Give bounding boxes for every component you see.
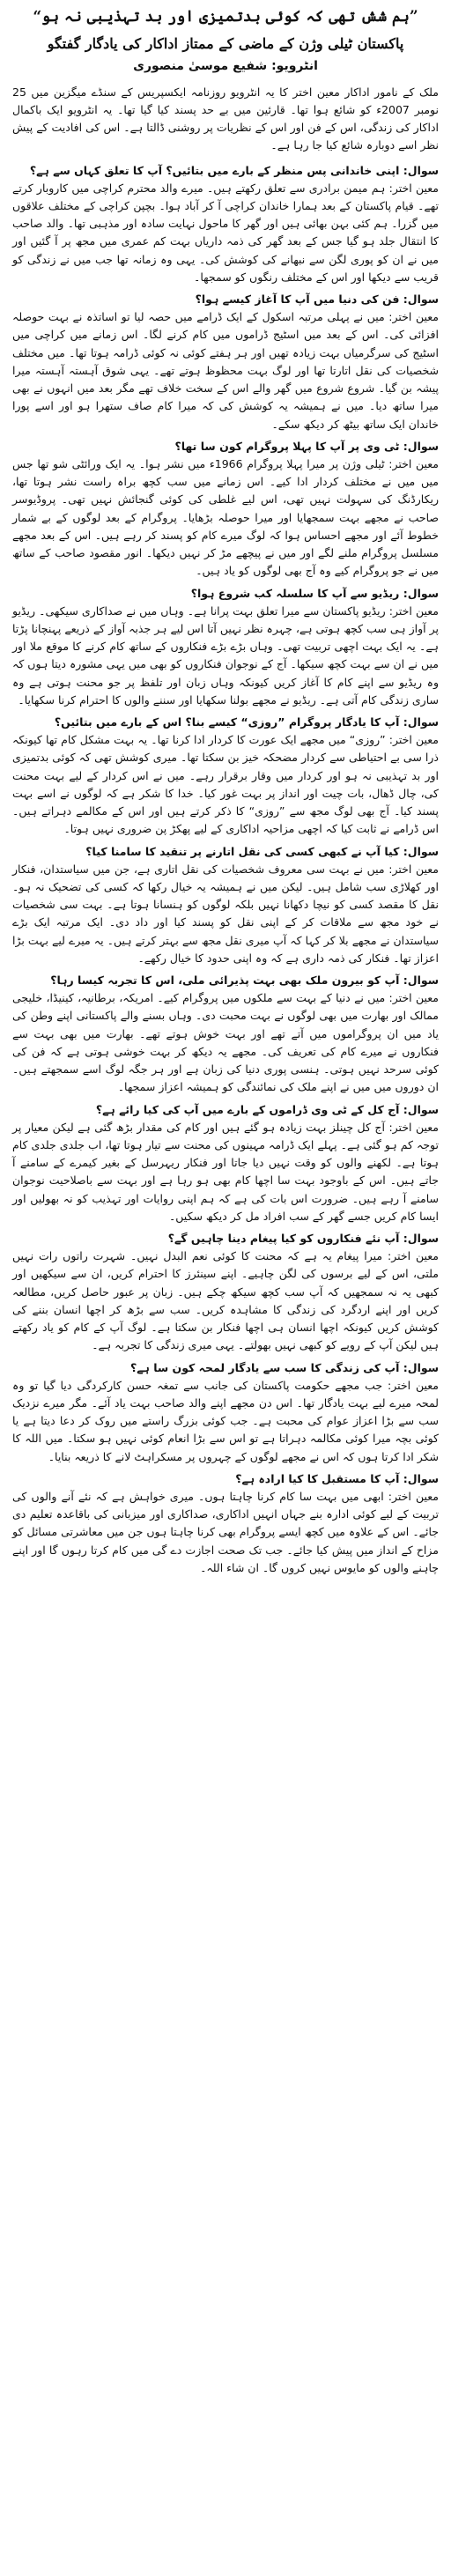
answer: معین اختر: میں نے بہت سی معروف شخصیات کی نقل اتاری ہے، جن میں سیاستدان، فنکار اور کھلاڑی سب شامل ہیں۔ لیکن میں نے ہمیشہ یہ خیال رکھا کہ کسی کی تضحیک نہ ہو۔ نقل کا مقصد کسی کو نیچا دکھانا نہیں بلکہ لوگوں کو ہنسانا ہوتا ہے۔ بہت سی شخصیات نے خود مجھ سے ملاقات کر کے اپنی نقل کو پسند کیا اور داد دی۔ ایک مرتبہ ایک بڑے سیاستدان نے مجھے بلا کر کہا کہ آپ میری نقل مجھ سے بہتر کرتے ہیں۔ یہ میرے لیے بہت بڑا اعزاز تھا۔ فنکار کی ذمہ داری ہے کہ وہ اپنی حدود کا خیال رکھے۔	[12, 862, 439, 965]
article-byline: انٹرویو: شفیع موسیٰ منصوری	[133, 58, 318, 73]
qa-block	[12, 585, 439, 710]
question: سوال: آپ نئے فنکاروں کو کیا پیغام دینا چاہیں گے؟	[167, 1232, 439, 1246]
qa-block	[12, 291, 439, 433]
question: سوال: کیا آپ نے کبھی کسی کی نقل اتارنے پر تنقید کا سامنا کیا؟	[85, 844, 439, 858]
qa-block	[12, 1470, 439, 1577]
qa-block	[12, 714, 439, 839]
question: سوال: ٹی وی پر آپ کا پہلا پروگرام کون سا تھا؟	[174, 439, 439, 453]
question: سوال: آپ کی زندگی کا سب سے یادگار لمحہ کون سا ہے؟	[129, 1360, 439, 1374]
question: سوال: اپنی خاندانی پس منظر کے بارے میں بتائیں؟ آپ کا تعلق کہاں سے ہے؟	[29, 163, 439, 177]
qa-block	[12, 1230, 439, 1355]
question: سوال: فن کی دنیا میں آپ کا آغاز کیسے ہوا؟	[195, 292, 439, 307]
answer: معین اختر: ٹیلی وژن پر میرا پہلا پروگرام 1966ء میں نشر ہوا۔ یہ ایک ورائٹی شو تھا جس میں میں نے مختلف کردار ادا کیے۔ اس زمانے میں سب کچھ براہ راست نشر ہوتا تھا، ریکارڈنگ کی سہولت نہیں تھی، اس لیے غلطی کی کوئی گنجائش نہیں تھی۔ پروڈیوسر صاحب نے مجھے بہت سمجھایا اور میرا حوصلہ بڑھایا۔ پروگرام کے بعد لوگوں کے بے شمار خطوط آئے اور مجھے احساس ہوا کہ لوگ میرے کام کو پسند کر رہے ہیں۔ اس کے بعد مجھے مسلسل پروگرام ملنے لگے اور میں نے پیچھے مڑ کر نہیں دیکھا۔ انور مقصود صاحب کے ساتھ میں نے جو پروگرام کیے وہ آج بھی لوگوں کو یاد ہیں۔	[12, 456, 440, 578]
qa-block	[12, 972, 439, 1097]
question: سوال: ریڈیو سے آپ کا سلسلہ کب شروع ہوا؟	[190, 586, 439, 600]
question: سوال: آج کل کے ٹی وی ڈراموں کے بارے میں آپ کی کیا رائے ہے؟	[95, 1102, 439, 1116]
qa-block	[12, 843, 439, 968]
answer: معین اختر: ”روزی“ میں مجھے ایک عورت کا کردار ادا کرنا تھا۔ یہ بہت مشکل کام تھا کیونکہ ذرا سی بے احتیاطی سے کردار مضحکہ خیز بن سکتا تھا۔ میری کوشش تھی کہ کوئی بدتمیزی اور بد تہذیبی نہ ہو اور کردار میں وقار برقرار رہے۔ میں نے اس کردار کے لیے بہت محنت کی، چال ڈھال، بات چیت اور انداز پر بہت غور کیا۔ خدا کا شکر ہے کہ لوگوں نے اسے بہت پسند کیا۔ آج بھی لوگ مجھ سے ”روزی“ کا ذکر کرتے ہیں اور اس کے مکالمے دہراتے ہیں۔ اس ڈرامے نے ثابت کیا کہ اچھی مزاحیہ اداکاری کے لیے پھکڑ پن ضروری نہیں ہوتا۔	[12, 733, 439, 836]
answer: معین اختر: ریڈیو پاکستان سے میرا تعلق بہت پرانا ہے۔ وہاں میں نے صداکاری سیکھی۔ ریڈیو پر آواز ہی سب کچھ ہوتی ہے، چہرہ نظر نہیں آتا اس لیے ہر جذبہ آواز کے ذریعے پہنچانا پڑتا ہے۔ یہ ایک بہت اچھی تربیت تھی۔ وہاں بڑے بڑے فنکاروں کے ساتھ کام کرنے کا موقع ملا اور میں نے ان سے بہت کچھ سیکھا۔ آج کے نوجوان فنکاروں کو بھی میں یہی مشورہ دیتا ہوں کہ وہ ریڈیو سے اپنے کام کا آغاز کریں کیونکہ وہاں زبان اور تلفظ پر جو محنت ہوتی ہے وہ ساری زندگی کام آتی ہے۔ ریڈیو نے مجھے بولنا سکھایا اور سننے والوں کا احترام کرنا سکھایا۔	[12, 603, 439, 707]
question: سوال: آپ کو بیرون ملک بھی بہت پذیرائی ملی، اس کا تجربہ کیسا رہا؟	[50, 973, 439, 988]
answer: معین اختر: آج کل چینلز بہت زیادہ ہو گئے ہیں اور کام کی مقدار بڑھ گئی ہے لیکن معیار پر توجہ کم ہو گئی ہے۔ پہلے ایک ڈرامہ مہینوں کی محنت سے تیار ہوتا تھا، اب جلدی جلدی کام ہوتا ہے۔ لکھنے والوں کو وقت نہیں دیا جاتا اور فنکار ریہرسل کے بغیر کیمرے کے سامنے آ جاتے ہیں۔ اس کے باوجود بہت سا اچھا کام بھی ہو رہا ہے اور بہت سے باصلاحیت نوجوان سامنے آ رہے ہیں۔ ضرورت اس بات کی ہے کہ ہم اپنی روایات اور تہذیب کو نہ بھولیں اور ایسا کام کریں جسے گھر کے سب افراد مل کر دیکھ سکیں۔	[12, 1120, 439, 1223]
answer: معین اختر: ہم میمن برادری سے تعلق رکھتے ہیں۔ میرے والد محترم کراچی میں کاروبار کرتے تھے۔ قیام پاکستان کے بعد ہمارا خاندان کراچی آ کر آباد ہوا۔ بچپن کراچی کے مختلف علاقوں میں گزرا۔ ہم کئی بہن بھائی ہیں اور گھر کا ماحول نہایت سادہ اور مذہبی تھا۔ والد صاحب کا انتقال جلد ہو گیا جس کے بعد گھر کی ذمہ داریاں بہت کم عمری میں مجھ پر آ گئیں اور میں نے ان کو پوری لگن سے نبھانے کی کوشش کی۔ یہی وہ زمانہ تھا جب میں نے زندگی کو قریب سے دیکھا اور اس کے مختلف رنگوں کو سمجھا۔	[12, 181, 439, 284]
answer: معین اختر: میں نے پہلی مرتبہ اسکول کے ایک ڈرامے میں حصہ لیا تو اساتذہ نے بہت حوصلہ افزائی کی۔ اس کے بعد میں اسٹیج ڈراموں میں کام کرنے لگا۔ اس زمانے میں کراچی میں اسٹیج کی سرگرمیاں بہت زیادہ تھیں اور ہر ہفتے کوئی نہ کوئی ڈرامہ ہوتا تھا۔ میں مختلف شخصیات کی نقل اتارتا تھا اور لوگ بہت محظوظ ہوتے تھے۔ یہی شوق آہستہ آہستہ میرا پیشہ بن گیا۔ شروع شروع میں گھر والے اس کے سخت خلاف تھے مگر بعد میں انہوں نے بھی میرا ساتھ دیا۔ میں نے ہمیشہ یہ کوشش کی کہ میرا کام صاف ستھرا ہو اور اسے پورا خاندان ایک ساتھ بیٹھ کر دیکھ سکے۔	[12, 310, 439, 431]
question: سوال: آپ کا مستقبل کا کیا ارادہ ہے؟	[235, 1471, 439, 1485]
article-intro: ملک کے نامور اداکار معین اختر کا یہ انٹرویو روزنامہ ایکسپریس کے سنڈے میگزین میں 25 نومبر 2007ء کو شائع ہوا تھا۔ قارئین میں بے حد پسند کیا گیا تھا۔ یہ انٹرویو ایک باکمال اداکار کی زندگی، اس کے فن اور اس کے نظریات پر روشنی ڈالتا ہے۔ اس کی افادیت کے پیش نظر اسے دوبارہ شائع کیا جا رہا ہے۔	[12, 85, 439, 152]
qa-block	[12, 162, 439, 287]
qa-block	[12, 438, 439, 581]
article-subheadline: پاکستان ٹیلی وژن کے ماضی کے ممتاز اداکار کی یادگار گفتگو	[47, 34, 404, 52]
qa-block	[12, 1359, 439, 1466]
answer: معین اختر: ابھی میں بہت سا کام کرنا چاہتا ہوں۔ میری خواہش ہے کہ نئے آنے والوں کی تربیت کے لیے کوئی ادارہ بنے جہاں انہیں اداکاری، صداکاری اور میزبانی کی باقاعدہ تعلیم دی جائے۔ اس کے علاوہ میں کچھ ایسے پروگرام بھی کرنا چاہتا ہوں جن میں معاشرتی مسائل کو مزاح کے انداز میں پیش کیا جائے۔ جب تک صحت اجازت دے گی میں کام کرتا رہوں گا اور اپنے چاہنے والوں کو مایوس نہیں کروں گا۔ ان شاء اللہ۔	[12, 1489, 439, 1574]
answer: معین اختر: میرا پیغام یہ ہے کہ محنت کا کوئی نعم البدل نہیں۔ شہرت راتوں رات نہیں ملتی، اس کے لیے برسوں کی لگن چاہیے۔ اپنے سینئرز کا احترام کریں، ان سے سیکھیں اور کبھی یہ نہ سمجھیں کہ آپ سب کچھ سیکھ چکے ہیں۔ زبان پر عبور حاصل کریں، مطالعہ کریں اور اپنے اردگرد کی زندگی کا مشاہدہ کریں۔ سب سے بڑھ کر اچھا انسان بننے کی کوشش کریں کیونکہ اچھا انسان ہی اچھا فنکار بن سکتا ہے۔ لوگ آپ کے کام کو یاد رکھتے ہیں لیکن آپ کے رویے کو کبھی نہیں بھولتے۔ یہی میری زندگی کا تجربہ ہے۔	[12, 1249, 439, 1352]
article-headline: ”ہم شش تھی کہ کوئی بدتمیزی اور بد تہذیبی نہ ہو“	[33, 8, 418, 26]
answer: معین اختر: میں نے دنیا کے بہت سے ملکوں میں پروگرام کیے۔ امریکہ، برطانیہ، کینیڈا، خلیجی ممالک اور بھارت میں بھی لوگوں نے بہت محبت دی۔ وہاں بسنے والے پاکستانی اپنے وطن کی یاد میں ان پروگراموں میں آتے تھے اور بہت خوش ہوتے تھے۔ بھارت میں بھی بہت سے فنکاروں نے میرے کام کی تعریف کی۔ مجھے یہ دیکھ کر بہت خوشی ہوتی ہے کہ فن کی کوئی سرحد نہیں ہوتی۔ ہنسی پوری دنیا کی زبان ہے اور ہر جگہ لوگ اسے سمجھتے ہیں۔ ان دوروں میں میں نے اپنے ملک کی نمائندگی کو ہمیشہ اعزاز سمجھا۔	[12, 991, 439, 1094]
qa-block	[12, 1101, 439, 1226]
answer: معین اختر: جب مجھے حکومت پاکستان کی جانب سے تمغہ حسن کارکردگی دیا گیا تو وہ لمحہ میرے لیے بہت یادگار تھا۔ اس دن مجھے اپنے والد صاحب بہت یاد آئے۔ مگر میرے نزدیک سب سے بڑا اعزاز عوام کی محبت ہے۔ جب کوئی بزرگ راستے میں روک کر دعا دیتا ہے یا کوئی بچہ میرا کوئی مکالمہ دہراتا ہے تو اس سے بڑا انعام کوئی نہیں ہو سکتا۔ میں اللہ کا شکر ادا کرتا ہوں کہ اس نے مجھے لوگوں کے چہروں پر مسکراہٹ لانے کا ذریعہ بنایا۔	[12, 1378, 439, 1463]
question: سوال: آپ کا یادگار پروگرام ”روزی“ کیسے بنا؟ اس کے بارے میں بتائیں؟	[54, 715, 439, 729]
